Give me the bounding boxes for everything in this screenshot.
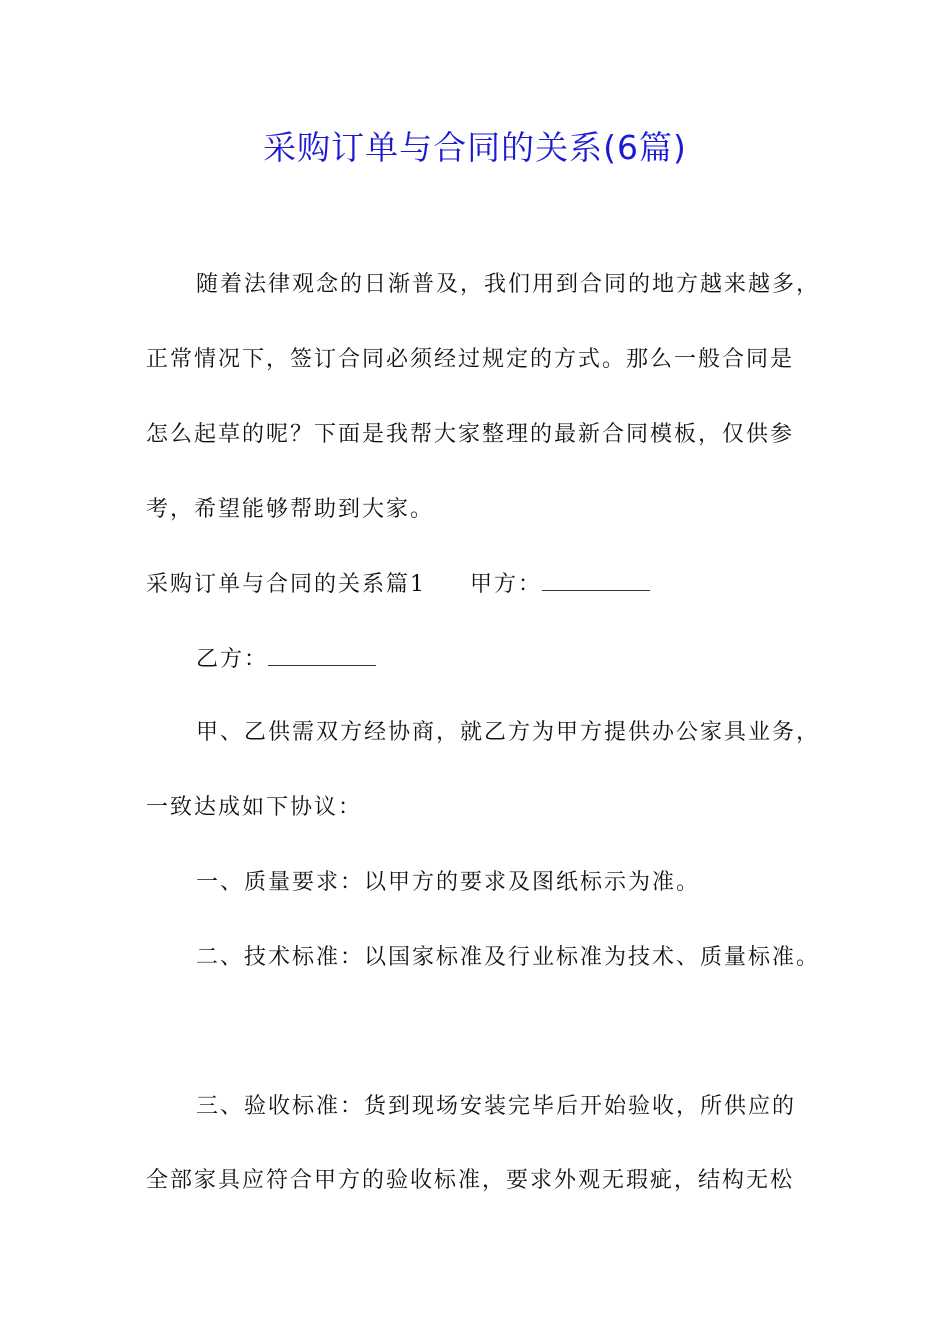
section-heading: 采购订单与合同的关系篇1 bbox=[146, 572, 426, 597]
document-title: 采购订单与合同的关系(6篇) bbox=[263, 128, 687, 167]
party-b-blank bbox=[268, 645, 376, 666]
agreement-line-1: 甲、乙供需双方经协商，就乙方为甲方提供办公家具业务， bbox=[196, 720, 821, 745]
intro-line-2: 正常情况下，签订合同必须经过规定的方式。那么一般合同是 bbox=[146, 347, 795, 372]
intro-line-4: 考，希望能够帮助到大家。 bbox=[146, 497, 435, 522]
party-a-blank bbox=[542, 570, 650, 591]
intro-line-1: 随着法律观念的日渐普及，我们用到合同的地方越来越多， bbox=[196, 272, 821, 297]
clause-1: 一、质量要求：以甲方的要求及图纸标示为准。 bbox=[196, 870, 701, 895]
agreement-line-2: 一致达成如下协议： bbox=[146, 795, 363, 820]
section-heading-line bbox=[146, 570, 650, 600]
party-b-label: 乙方： bbox=[196, 647, 269, 672]
party-a-label: 甲方： bbox=[470, 572, 543, 597]
intro-line-3: 怎么起草的呢？下面是我帮大家整理的最新合同模板，仅供参 bbox=[146, 422, 795, 447]
clause-3-line-2: 全部家具应符合甲方的验收标准，要求外观无瑕疵，结构无松 bbox=[146, 1168, 795, 1193]
party-b-line bbox=[196, 645, 376, 675]
clause-2: 二、技术标准：以国家标准及行业标准为技术、质量标准。 bbox=[196, 945, 821, 970]
clause-3-line-1: 三、验收标准：货到现场安装完毕后开始验收，所供应的 bbox=[196, 1094, 797, 1119]
